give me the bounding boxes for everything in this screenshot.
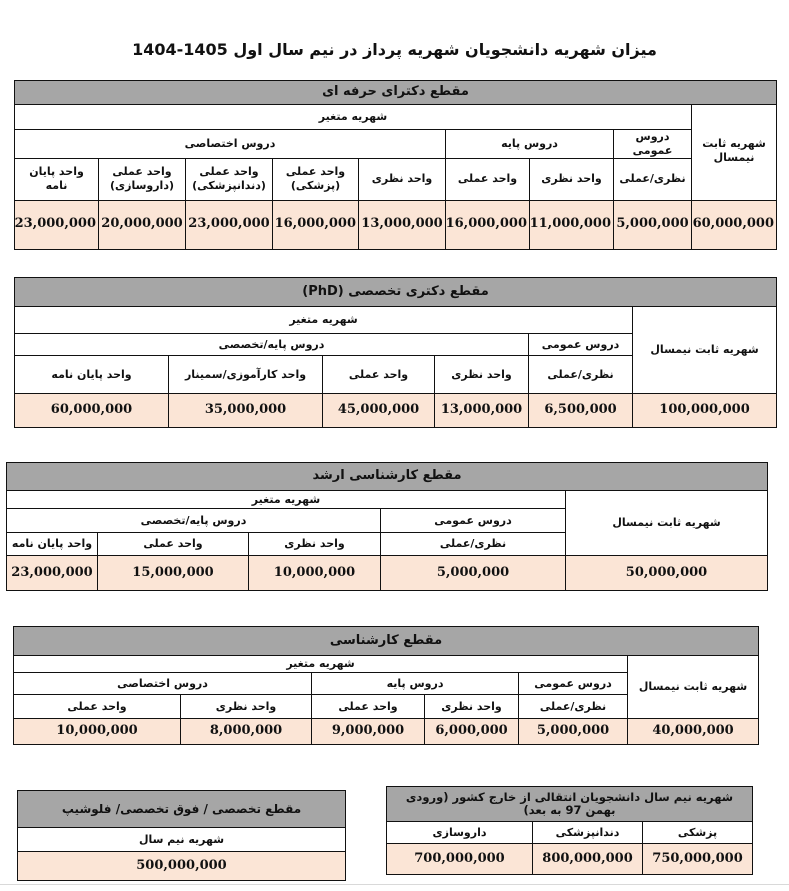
section-heading: مقطع دکترای حرفه ای bbox=[15, 81, 777, 105]
professional-doctorate-table bbox=[14, 80, 777, 250]
column-header: واحد عملی bbox=[446, 158, 530, 200]
general-courses-header: دروس عمومی bbox=[381, 509, 566, 533]
column-header: واحد پایان نامه bbox=[15, 158, 99, 200]
column-header: واحد عملی (دندانپزشکی) bbox=[186, 158, 273, 200]
column-header: واحد نظری bbox=[359, 158, 446, 200]
fixed-fee-header: شهریه ثابت نیمسال bbox=[566, 491, 768, 556]
column-header: واحد عملی (داروسازی) bbox=[99, 158, 186, 200]
column-header: دندانپزشکی bbox=[533, 822, 643, 844]
variable-fee-header: شهریه متغیر bbox=[15, 105, 692, 130]
column-header: نظری/عملی bbox=[519, 695, 628, 719]
fixed-fee-header: شهریه ثابت نیمسال bbox=[628, 656, 759, 719]
fee-value: 11,000,000 bbox=[530, 200, 614, 249]
fee-value: 750,000,000 bbox=[643, 844, 753, 875]
variable-fee-header: شهریه متغیر bbox=[14, 656, 628, 673]
column-header: واحد عملی bbox=[312, 695, 425, 719]
fee-value: 500,000,000 bbox=[18, 852, 346, 881]
fee-value: 8,000,000 bbox=[181, 719, 312, 745]
basic-courses-header: دروس پایه bbox=[312, 673, 519, 695]
fee-value: 5,000,000 bbox=[381, 556, 566, 591]
fee-value: 60,000,000 bbox=[692, 200, 777, 249]
fee-value: 35,000,000 bbox=[169, 394, 323, 428]
section-heading: مقطع کارشناسی ارشد bbox=[7, 463, 768, 491]
column-header: واحد نظری bbox=[249, 533, 381, 556]
column-header: داروسازی bbox=[387, 822, 533, 844]
specialty-table bbox=[17, 790, 346, 881]
column-header: واحد عملی bbox=[14, 695, 181, 719]
section-heading: شهریه نیم سال دانشجویان انتقالی از خارج کشور (ورودی بهمن 97 به بعد) bbox=[387, 787, 753, 822]
fee-value: 40,000,000 bbox=[628, 719, 759, 745]
masters-table bbox=[6, 462, 768, 591]
specialized-courses-header: دروس اختصاصی bbox=[14, 673, 312, 695]
specialized-courses-header: دروس اختصاصی bbox=[15, 130, 446, 159]
fee-value: 13,000,000 bbox=[359, 200, 446, 249]
fee-value: 15,000,000 bbox=[98, 556, 249, 591]
basic-specialized-header: دروس پایه/تخصصی bbox=[15, 334, 529, 356]
column-header: واحد عملی (پزشکی) bbox=[273, 158, 359, 200]
fee-value: 6,500,000 bbox=[529, 394, 633, 428]
fee-value: 100,000,000 bbox=[633, 394, 777, 428]
column-header: نظری/عملی bbox=[614, 158, 692, 200]
fee-value: 6,000,000 bbox=[425, 719, 519, 745]
column-header: واحد عملی bbox=[98, 533, 249, 556]
semester-fee-header: شهریه نیم سال bbox=[18, 828, 346, 852]
fee-value: 20,000,000 bbox=[99, 200, 186, 249]
basic-courses-header: دروس پایه bbox=[446, 130, 614, 159]
fee-value: 10,000,000 bbox=[249, 556, 381, 591]
fee-value: 16,000,000 bbox=[273, 200, 359, 249]
fee-value: 16,000,000 bbox=[446, 200, 530, 249]
phd-table bbox=[14, 277, 777, 428]
basic-specialized-header: دروس پایه/تخصصی bbox=[7, 509, 381, 533]
column-header: واحد کارآموزی/سمینار bbox=[169, 356, 323, 394]
section-heading: مقطع کارشناسی bbox=[14, 627, 759, 656]
fee-value: 5,000,000 bbox=[519, 719, 628, 745]
fixed-fee-header: شهریه ثابت نیمسال bbox=[633, 307, 777, 394]
fee-value: 60,000,000 bbox=[15, 394, 169, 428]
page-divider bbox=[0, 884, 789, 885]
column-header: واحد نظری bbox=[425, 695, 519, 719]
fee-value: 13,000,000 bbox=[435, 394, 529, 428]
fee-value: 9,000,000 bbox=[312, 719, 425, 745]
column-header: نظری/عملی bbox=[529, 356, 633, 394]
transfer-students-table bbox=[386, 786, 753, 875]
page-title: میزان شهریه دانشجویان شهریه پرداز در نیم سال اول 1405-1404 bbox=[132, 40, 657, 59]
fee-value: 5,000,000 bbox=[614, 200, 692, 249]
fee-value: 45,000,000 bbox=[323, 394, 435, 428]
fee-value: 10,000,000 bbox=[14, 719, 181, 745]
general-courses-header: دروس عمومی bbox=[614, 130, 692, 159]
fee-value: 700,000,000 bbox=[387, 844, 533, 875]
column-header: واحد نظری bbox=[435, 356, 529, 394]
variable-fee-header: شهریه متغیر bbox=[7, 491, 566, 509]
section-heading: مقطع تخصصی / فوق تخصصی/ فلوشیپ bbox=[18, 791, 346, 828]
section-heading: مقطع دکتری تخصصی (PhD) bbox=[15, 278, 777, 307]
variable-fee-header: شهریه متغیر bbox=[15, 307, 633, 334]
fee-value: 800,000,000 bbox=[533, 844, 643, 875]
fee-value: 23,000,000 bbox=[7, 556, 98, 591]
general-courses-header: دروس عمومی bbox=[519, 673, 628, 695]
column-header: واحد عملی bbox=[323, 356, 435, 394]
bachelors-table bbox=[13, 626, 759, 745]
fee-value: 23,000,000 bbox=[186, 200, 273, 249]
fee-value: 50,000,000 bbox=[566, 556, 768, 591]
column-header: واحد پایان نامه bbox=[7, 533, 98, 556]
column-header: واحد نظری bbox=[181, 695, 312, 719]
general-courses-header: دروس عمومی bbox=[529, 334, 633, 356]
column-header: واحد نظری bbox=[530, 158, 614, 200]
fee-value: 23,000,000 bbox=[15, 200, 99, 249]
column-header: واحد پایان نامه bbox=[15, 356, 169, 394]
fixed-fee-header: شهریه ثابت نیمسال bbox=[692, 105, 777, 201]
column-header: پزشکی bbox=[643, 822, 753, 844]
column-header: نظری/عملی bbox=[381, 533, 566, 556]
